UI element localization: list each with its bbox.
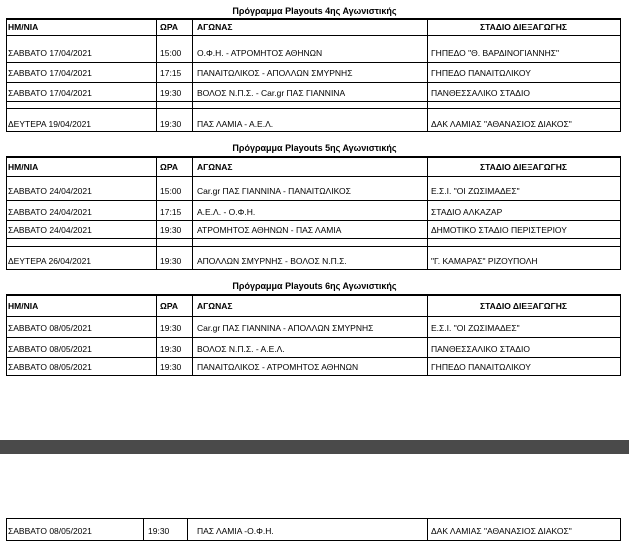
cell-match: ΑΠΟΛΛΩΝ ΣΜΥΡΝΗΣ - ΒΟΛΟΣ Ν.Π.Σ. bbox=[197, 256, 347, 266]
header-time: ΩΡΑ bbox=[160, 162, 178, 172]
col-divider bbox=[156, 294, 157, 376]
col-divider bbox=[620, 18, 621, 132]
cell-date: ΣΑΒΒΑΤΟ 17/04/2021 bbox=[8, 48, 92, 58]
cell-time: 19:30 bbox=[160, 344, 182, 354]
col-divider bbox=[6, 294, 7, 376]
cell-date: ΣΑΒΒΑΤΟ 08/05/2021 bbox=[8, 344, 92, 354]
cell-date: ΣΑΒΒΑΤΟ 08/05/2021 bbox=[8, 526, 92, 536]
col-divider bbox=[156, 18, 157, 132]
col-divider bbox=[620, 294, 621, 376]
cell-date: ΣΑΒΒΑΤΟ 08/05/2021 bbox=[8, 323, 92, 333]
header-stadium: ΣΤΑΔΙΟ ΔΙΕΞΑΓΩΓΗΣ bbox=[480, 301, 567, 311]
row-divider bbox=[6, 246, 620, 247]
cell-stadium: ΓΗΠΕΔΟ ΠΑΝΑΙΤΩΛΙΚΟΥ bbox=[431, 68, 531, 78]
col-divider bbox=[143, 518, 144, 541]
cell-time: 15:00 bbox=[160, 186, 182, 196]
header-match: ΑΓΩΝΑΣ bbox=[197, 301, 233, 311]
header-stadium: ΣΤΑΔΙΟ ΔΙΕΞΑΓΩΓΗΣ bbox=[480, 162, 567, 172]
row-divider bbox=[6, 375, 620, 376]
cell-stadium: ΓΗΠΕΔΟ ΠΑΝΑΙΤΩΛΙΚΟΥ bbox=[431, 362, 531, 372]
cell-match: ΑΤΡΟΜΗΤΟΣ ΑΘΗΝΩΝ - ΠΑΣ ΛΑΜΙΑ bbox=[197, 225, 342, 235]
cell-date: ΣΑΒΒΑΤΟ 17/04/2021 bbox=[8, 68, 92, 78]
section-title-5: Πρόγραμμα Playouts 5ης Αγωνιστικής bbox=[232, 143, 397, 153]
col-divider bbox=[6, 156, 7, 270]
col-divider bbox=[427, 156, 428, 270]
cell-match: ΠΑΝΑΙΤΩΛΙΚΟΣ - ΑΤΡΟΜΗΤΟΣ ΑΘΗΝΩΝ bbox=[197, 362, 359, 372]
col-divider bbox=[192, 156, 193, 270]
cell-stadium: ΔΑΚ ΛΑΜΙΑΣ "ΑΘΑΝΑΣΙΟΣ ΔΙΑΚΟΣ" bbox=[431, 526, 572, 536]
col-divider bbox=[6, 518, 7, 541]
cell-time: 19:30 bbox=[160, 362, 182, 372]
cell-stadium: ΠΑΝΘΕΣΣΑΛΙΚΟ ΣΤΑΔΙΟ bbox=[431, 344, 530, 354]
cell-time: 19:30 bbox=[160, 256, 182, 266]
row-divider bbox=[6, 220, 620, 221]
cell-match: Car.gr ΠΑΣ ΓΙΑΝΝΙΝΑ - ΑΠΟΛΛΩΝ ΣΜΥΡΝΗΣ bbox=[197, 323, 374, 333]
row-divider bbox=[6, 176, 620, 177]
row-divider bbox=[6, 82, 620, 83]
col-divider bbox=[427, 294, 428, 376]
row-divider bbox=[6, 131, 620, 132]
cell-match: ΠΑΣ ΛΑΜΙΑ - Α.Ε.Λ. bbox=[197, 119, 274, 129]
col-divider bbox=[187, 518, 188, 541]
cell-time: 15:00 bbox=[160, 48, 182, 58]
cell-stadium: Ε.Σ.Ι. "ΟΙ ΖΩΣΙΜΑΔΕΣ" bbox=[431, 186, 520, 196]
col-divider bbox=[6, 18, 7, 132]
row-divider bbox=[6, 540, 620, 541]
col-divider bbox=[192, 294, 193, 376]
cell-time: 19:30 bbox=[148, 526, 170, 536]
cell-stadium: ΓΗΠΕΔΟ "Θ. ΒΑΡΔΙΝΟΓΙΑΝΝΗΣ" bbox=[431, 48, 560, 58]
col-divider bbox=[192, 18, 193, 132]
col-divider bbox=[427, 518, 428, 541]
cell-time: 19:30 bbox=[160, 119, 182, 129]
cell-stadium: "Γ. ΚΑΜΑΡΑΣ" ΡΙΖΟΥΠΟΛΗ bbox=[431, 256, 538, 266]
header-date: ΗΜ/ΝΙΑ bbox=[8, 162, 39, 172]
cell-stadium: ΣΤΑΔΙΟ ΑΛΚΑΖΑΡ bbox=[431, 207, 503, 217]
cell-match: Α.Ε.Λ. - Ο.Φ.Η. bbox=[197, 207, 256, 217]
section-title-6: Πρόγραμμα Playouts 6ης Αγωνιστικής bbox=[232, 281, 397, 291]
table-border bbox=[6, 294, 620, 296]
cell-match: ΠΑΝΑΙΤΩΛΙΚΟΣ - ΑΠΟΛΛΩΝ ΣΜΥΡΝΗΣ bbox=[197, 68, 353, 78]
cell-date: ΣΑΒΒΑΤΟ 24/04/2021 bbox=[8, 225, 92, 235]
cell-stadium: Ε.Σ.Ι. "ΟΙ ΖΩΣΙΜΑΔΕΣ" bbox=[431, 323, 520, 333]
cell-time: 19:30 bbox=[160, 88, 182, 98]
row-divider bbox=[6, 518, 620, 519]
cell-match: Car.gr ΠΑΣ ΓΙΑΝΝΙΝΑ - ΠΑΝΑΙΤΩΛΙΚΟΣ bbox=[197, 186, 351, 196]
page-break-bar bbox=[0, 440, 629, 454]
col-divider bbox=[427, 18, 428, 132]
row-divider bbox=[6, 62, 620, 63]
row-divider bbox=[6, 316, 620, 317]
header-date: ΗΜ/ΝΙΑ bbox=[8, 301, 39, 311]
row-divider bbox=[6, 357, 620, 358]
cell-date: ΣΑΒΒΑΤΟ 24/04/2021 bbox=[8, 207, 92, 217]
row-divider bbox=[6, 337, 620, 338]
col-divider bbox=[620, 518, 621, 541]
header-time: ΩΡΑ bbox=[160, 301, 178, 311]
header-date: ΗΜ/ΝΙΑ bbox=[8, 22, 39, 32]
cell-time: 19:30 bbox=[160, 225, 182, 235]
row-divider bbox=[6, 200, 620, 201]
cell-date: ΔΕΥΤΕΡΑ 26/04/2021 bbox=[8, 256, 92, 266]
section-title-4: Πρόγραμμα Playouts 4ης Αγωνιστικής bbox=[232, 6, 397, 16]
row-divider bbox=[6, 238, 620, 239]
cell-time: 17:15 bbox=[160, 68, 182, 78]
cell-stadium: ΔΗΜΟΤΙΚΟ ΣΤΑΔΙΟ ΠΕΡΙΣΤΕΡΙΟΥ bbox=[431, 225, 567, 235]
cell-stadium: ΠΑΝΘΕΣΣΑΛΙΚΟ ΣΤΑΔΙΟ bbox=[431, 88, 530, 98]
table-border bbox=[6, 156, 620, 158]
header-match: ΑΓΩΝΑΣ bbox=[197, 22, 233, 32]
cell-match: ΠΑΣ ΛΑΜΙΑ -Ο.Φ.Η. bbox=[197, 526, 274, 536]
col-divider bbox=[156, 156, 157, 270]
row-divider bbox=[6, 101, 620, 102]
cell-date: ΣΑΒΒΑΤΟ 08/05/2021 bbox=[8, 362, 92, 372]
row-divider bbox=[6, 108, 620, 109]
cell-match: ΒΟΛΟΣ Ν.Π.Σ. - Α.Ε.Λ. bbox=[197, 344, 285, 354]
cell-stadium: ΔΑΚ ΛΑΜΙΑΣ "ΑΘΑΝΑΣΙΟΣ ΔΙΑΚΟΣ" bbox=[431, 119, 572, 129]
table-border bbox=[6, 18, 620, 20]
header-time: ΩΡΑ bbox=[160, 22, 178, 32]
cell-match: Ο.Φ.Η. - ΑΤΡΟΜΗΤΟΣ ΑΘΗΝΩΝ bbox=[197, 48, 323, 58]
header-match: ΑΓΩΝΑΣ bbox=[197, 162, 233, 172]
col-divider bbox=[620, 156, 621, 270]
cell-date: ΔΕΥΤΕΡΑ 19/04/2021 bbox=[8, 119, 92, 129]
cell-date: ΣΑΒΒΑΤΟ 24/04/2021 bbox=[8, 186, 92, 196]
cell-time: 19:30 bbox=[160, 323, 182, 333]
row-divider bbox=[6, 35, 620, 36]
row-divider bbox=[6, 269, 620, 270]
header-stadium: ΣΤΑΔΙΟ ΔΙΕΞΑΓΩΓΗΣ bbox=[480, 22, 567, 32]
cell-match: ΒΟΛΟΣ Ν.Π.Σ. - Car.gr ΠΑΣ ΓΙΑΝΝΙΝΑ bbox=[197, 88, 346, 98]
cell-time: 17:15 bbox=[160, 207, 182, 217]
cell-date: ΣΑΒΒΑΤΟ 17/04/2021 bbox=[8, 88, 92, 98]
